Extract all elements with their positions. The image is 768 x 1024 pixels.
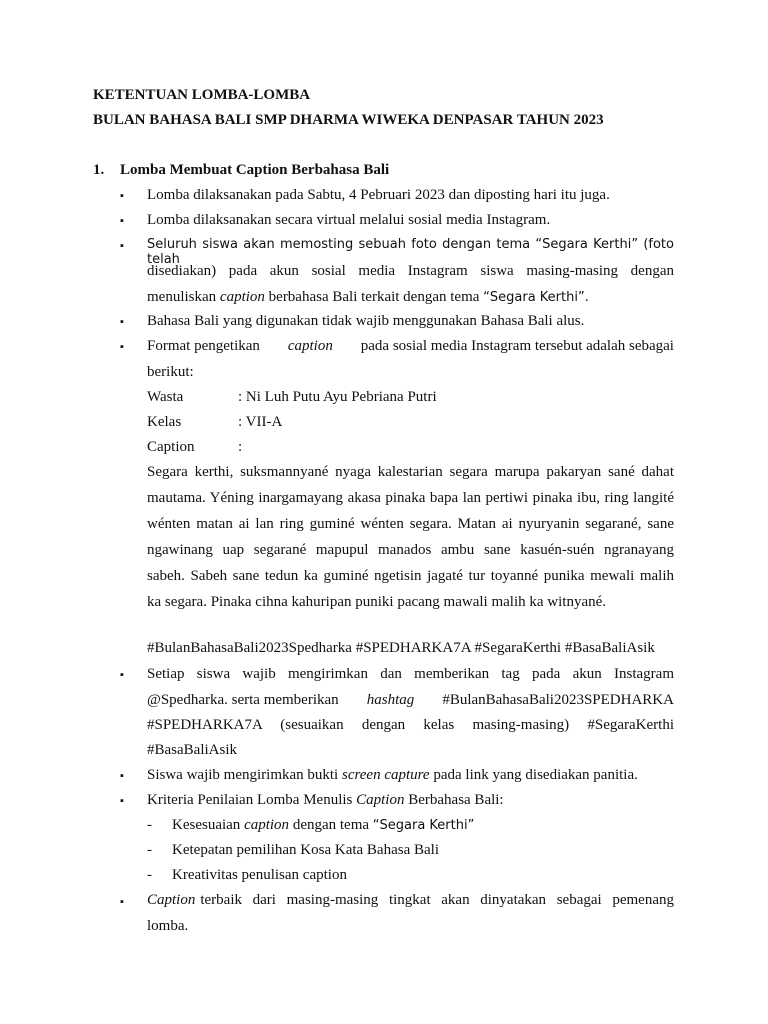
bullet-text-tag-line-4: #BasaBaliAsik bbox=[147, 742, 237, 758]
italic-term: caption bbox=[244, 817, 290, 833]
bullet-text-screen-capture bbox=[147, 767, 674, 784]
bullet-text-tag-line-3: #SPEDHARKA7A (sesuaikan dengan kelas masing-masing) #SegaraKerthi bbox=[147, 717, 674, 733]
bullet-marker: ▪ bbox=[120, 795, 124, 807]
caption-example-hashtags: #BulanBahasaBali2023Spedharka #SPEDHARKA7A #SegaraKerthi #BasaBaliAsik bbox=[147, 640, 655, 656]
format-label-caption: Caption bbox=[147, 439, 195, 455]
bullet-marker: ▪ bbox=[120, 669, 124, 681]
caption-example-line: mautama. Yéning inargamayang akasa pinaka bapa lan pertiwi pinaka ibu, ring langité bbox=[147, 490, 674, 506]
bullet-marker: ▪ bbox=[120, 341, 124, 353]
caption-example-line: ka segara. Pinaka cihna kahuripan puniki pacang mawali malih ka witnyané. bbox=[147, 594, 607, 610]
format-value-wasta: : Ni Luh Putu Ayu Pebriana Putri bbox=[238, 389, 437, 405]
bullet-marker: ▪ bbox=[120, 770, 124, 782]
bullet-text-format-line-2: berikut: bbox=[147, 364, 194, 380]
text-span: @Spedharka. serta memberikan bbox=[147, 692, 339, 708]
italic-term: screen capture bbox=[341, 767, 430, 783]
text-span: Kriteria Penilaian Lomba Menulis bbox=[147, 792, 357, 808]
text-span: #BulanBahasaBali2023SPEDHARKA bbox=[442, 692, 674, 708]
format-value-caption: : bbox=[238, 439, 243, 455]
format-value-kelas: : VII-A bbox=[238, 414, 283, 430]
bullet-text-tag-line-2 bbox=[147, 692, 674, 709]
bullet-text-criteria bbox=[147, 792, 674, 809]
text-span: pada link yang disediakan panitia. bbox=[429, 767, 638, 783]
bullet-text-tag-line-1: Setiap siswa wajib mengirimkan dan memberikan tag pada akun Instagram bbox=[147, 666, 674, 682]
format-label-wasta: Wasta bbox=[147, 389, 184, 405]
caption-example-line: sabeh. Sabeh sane tedun ka guminé ngetisin jagaté tur toyanné punika mewali malih bbox=[147, 568, 674, 584]
text-span: Format pengetikan bbox=[147, 338, 260, 354]
dash-marker: - bbox=[147, 842, 152, 858]
text-span: terbaik dari masing-masing tingkat akan dinyatakan sebagai pemenang bbox=[200, 892, 674, 908]
caption-example-line: ngawinang uap segarané mapupul manados ambu sane kasuén-suén ngranayang bbox=[147, 542, 674, 558]
italic-term: hashtag bbox=[366, 692, 415, 708]
bullet-text-posting-line-1: Seluruh siswa akan memosting sebuah foto dengan tema “Segara Kerthi” (foto telah bbox=[147, 237, 674, 267]
text-span: berbahasa Bali terkait dengan tema bbox=[264, 289, 484, 305]
bullet-marker: ▪ bbox=[120, 190, 124, 202]
italic-term: Caption bbox=[147, 892, 196, 908]
bullet-text-date: Lomba dilaksanakan pada Sabtu, 4 Pebruari 2023 dan diposting hari itu juga. bbox=[147, 187, 610, 203]
text-span: Kesesuaian bbox=[172, 817, 245, 833]
text-span: dengan tema bbox=[289, 817, 373, 833]
bullet-text-format-line-1 bbox=[147, 338, 674, 355]
bullet-marker: ▪ bbox=[120, 316, 124, 328]
text-span: Siswa wajib mengirimkan bukti bbox=[147, 767, 342, 783]
format-label-kelas: Kelas bbox=[147, 414, 182, 430]
bullet-marker: ▪ bbox=[120, 215, 124, 227]
italic-term: Caption bbox=[356, 792, 405, 808]
caption-example-line: Segara kerthi, suksmannyané nyaga kalestarian segara marupa pakaryan sané dahat bbox=[147, 464, 674, 480]
text-span: Berbahasa Bali: bbox=[404, 792, 504, 808]
dash-marker: - bbox=[147, 817, 152, 833]
bullet-text-winner-line-2: lomba. bbox=[147, 918, 189, 934]
section-heading: Lomba Membuat Caption Berbahasa Bali bbox=[120, 162, 390, 178]
italic-term: caption bbox=[219, 289, 265, 305]
text-span: pada sosial media Instagram tersebut adalah sebagai bbox=[360, 338, 674, 354]
italic-term: caption bbox=[287, 338, 333, 354]
theme-quote: “Segara Kerthi”. bbox=[483, 290, 589, 305]
bullet-text-posting-line-3 bbox=[147, 289, 674, 306]
caption-example-line: wénten matan ai lan ring guminé wénten segara. Matan ai nyuryanin segarané, sane bbox=[147, 516, 674, 532]
bullet-text-winner-line-1 bbox=[147, 892, 674, 909]
bullet-text-language: Bahasa Bali yang digunakan tidak wajib menggunakan Bahasa Bali alus. bbox=[147, 313, 585, 329]
bullet-marker: ▪ bbox=[120, 896, 124, 908]
bullet-text-virtual: Lomba dilaksanakan secara virtual melalui sosial media Instagram. bbox=[147, 212, 551, 228]
theme-quote: “Segara Kerthi” bbox=[372, 818, 475, 833]
criteria-item-suitability bbox=[172, 817, 474, 834]
doc-title-line-2: BULAN BAHASA BALI SMP DHARMA WIWEKA DENPASAR TAHUN 2023 bbox=[93, 112, 604, 128]
doc-title-line-1: KETENTUAN LOMBA-LOMBA bbox=[93, 87, 311, 103]
bullet-marker: ▪ bbox=[120, 240, 124, 252]
criteria-item-creativity: Kreativitas penulisan caption bbox=[172, 867, 347, 883]
section-number: 1. bbox=[93, 162, 105, 178]
bullet-text-posting-line-2: disediakan) pada akun sosial media Instagram siswa masing-masing dengan bbox=[147, 263, 674, 279]
text-span: menuliskan bbox=[147, 289, 220, 305]
criteria-item-vocabulary: Ketepatan pemilihan Kosa Kata Bahasa Bali bbox=[172, 842, 439, 858]
dash-marker: - bbox=[147, 867, 152, 883]
